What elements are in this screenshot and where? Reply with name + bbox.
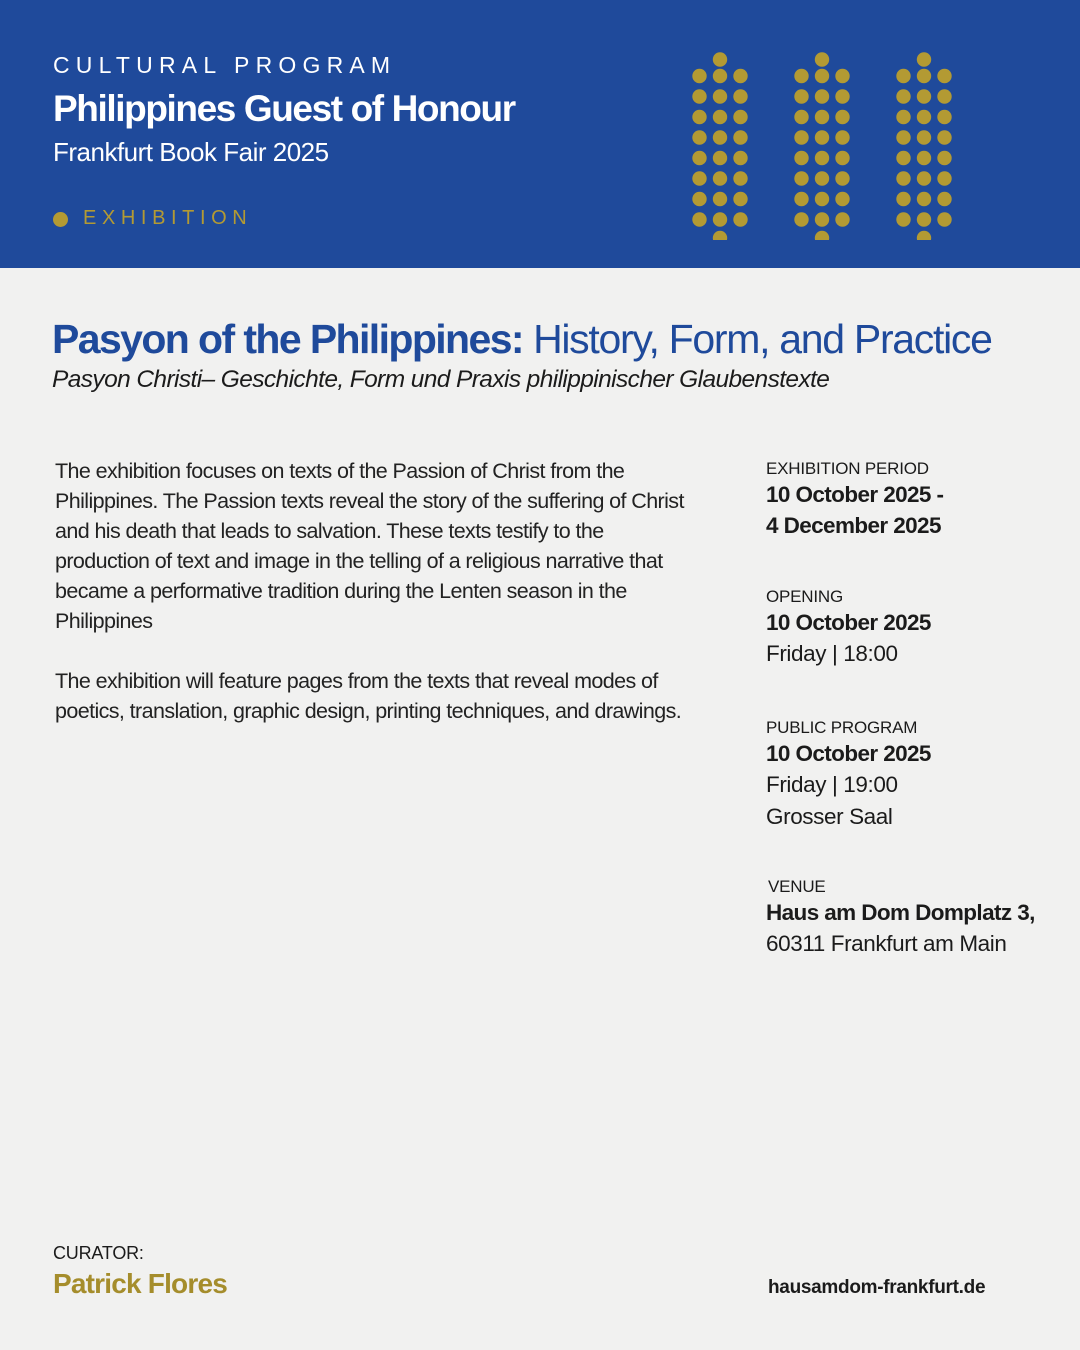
opening-label: OPENING bbox=[766, 587, 844, 606]
motif-dot bbox=[835, 89, 849, 103]
motif-dot bbox=[937, 151, 951, 165]
motif-dot bbox=[896, 69, 910, 83]
website-link[interactable]: hausamdom-frankfurt.de bbox=[768, 1277, 986, 1298]
motif-dot bbox=[937, 212, 951, 226]
category-dot-icon bbox=[53, 212, 68, 227]
guest-of-honour-heading: Philippines Guest of Honour bbox=[53, 88, 515, 129]
motif-dot bbox=[733, 69, 747, 83]
motif-dot bbox=[815, 151, 829, 165]
motif-dot bbox=[794, 192, 808, 206]
venue-name: Haus am Dom Domplatz 3, bbox=[766, 900, 1035, 925]
motif-dot bbox=[692, 69, 706, 83]
motif-dot bbox=[692, 130, 706, 144]
motif-dot bbox=[937, 171, 951, 185]
exhibition-description bbox=[55, 456, 695, 756]
motif-dot bbox=[835, 110, 849, 124]
motif-dot bbox=[937, 192, 951, 206]
public-program-room: Grosser Saal bbox=[766, 804, 893, 829]
motif-dot bbox=[733, 192, 747, 206]
motif-dot bbox=[713, 151, 727, 165]
period-end: 4 December 2025 bbox=[766, 513, 941, 538]
motif-dot bbox=[937, 110, 951, 124]
motif-dot bbox=[917, 151, 931, 165]
curator-label: CURATOR: bbox=[53, 1243, 144, 1263]
opening-time: Friday | 18:00 bbox=[766, 641, 898, 666]
motif-dot bbox=[835, 69, 849, 83]
motif-dot bbox=[733, 171, 747, 185]
motif-dot bbox=[794, 171, 808, 185]
motif-dot bbox=[815, 69, 829, 83]
motif-dot bbox=[713, 192, 727, 206]
motif-dot bbox=[692, 110, 706, 124]
gold-dot-pattern-icon bbox=[680, 40, 970, 240]
motif-dot bbox=[917, 212, 931, 226]
motif-dot bbox=[733, 89, 747, 103]
period-label: EXHIBITION PERIOD bbox=[766, 459, 929, 478]
motif-dot bbox=[794, 110, 808, 124]
motif-dot bbox=[917, 89, 931, 103]
opening-block bbox=[766, 587, 931, 670]
motif-dot bbox=[917, 192, 931, 206]
motif-dot bbox=[937, 89, 951, 103]
motif-dot bbox=[917, 130, 931, 144]
description-paragraph-2: The exhibition will feature pages from the texts that reveal modes of poetics, translation, graphic design, printing techniques, and drawings. bbox=[55, 669, 682, 723]
exhibition-title-bold: Pasyon of the Philippines: bbox=[52, 316, 523, 362]
motif-dot bbox=[815, 89, 829, 103]
motif-dot bbox=[815, 231, 829, 240]
motif-dot bbox=[937, 130, 951, 144]
venue-block bbox=[766, 877, 1035, 959]
motif-dot bbox=[692, 192, 706, 206]
motif-dot bbox=[815, 212, 829, 226]
curator-name: Patrick Flores bbox=[53, 1268, 227, 1299]
motif-dot bbox=[835, 151, 849, 165]
motif-dot bbox=[692, 151, 706, 165]
category-label: EXHIBITION bbox=[83, 207, 253, 229]
motif-dot bbox=[733, 130, 747, 144]
motif-dot bbox=[937, 69, 951, 83]
motif-dot bbox=[896, 212, 910, 226]
exhibition-title-regular: History, Form, and Practice bbox=[533, 316, 992, 362]
program-kicker: CULTURAL PROGRAM bbox=[53, 52, 397, 78]
motif-dot bbox=[896, 192, 910, 206]
motif-dot bbox=[815, 171, 829, 185]
motif-dot bbox=[692, 212, 706, 226]
motif-dot bbox=[794, 130, 808, 144]
motif-dot bbox=[896, 110, 910, 124]
opening-date: 10 October 2025 bbox=[766, 610, 931, 635]
motif-dot bbox=[713, 231, 727, 240]
public-program-date: 10 October 2025 bbox=[766, 741, 931, 766]
motif-dot bbox=[917, 231, 931, 240]
motif-dot bbox=[733, 110, 747, 124]
period-start: 10 October 2025 - bbox=[766, 482, 944, 507]
public-program-time: Friday | 19:00 bbox=[766, 772, 898, 797]
motif-dot bbox=[896, 130, 910, 144]
motif-dot bbox=[794, 89, 808, 103]
motif-dot bbox=[794, 212, 808, 226]
motif-dot bbox=[713, 110, 727, 124]
description-paragraph-1: The exhibition focuses on texts of the Passion of Christ from the Philippines. The Passion texts reveal the story of the suffering of Christ and his death that leads to salvation. These texts testify to the production of text and image in the telling of a religious narrative that became a performative tradition during the Lenten season in the Philippines bbox=[55, 459, 684, 633]
motif-dot bbox=[835, 192, 849, 206]
exhibition-title bbox=[52, 316, 992, 363]
motif-dot bbox=[896, 151, 910, 165]
motif-dot bbox=[835, 171, 849, 185]
public-program-label: PUBLIC PROGRAM bbox=[766, 718, 918, 737]
book-fair-name: Frankfurt Book Fair 2025 bbox=[53, 137, 329, 167]
motif-dot bbox=[896, 171, 910, 185]
motif-dot bbox=[815, 130, 829, 144]
header-banner bbox=[0, 0, 1080, 268]
motif-dot bbox=[794, 151, 808, 165]
motif-dot bbox=[733, 151, 747, 165]
motif-dot bbox=[815, 192, 829, 206]
motif-dot bbox=[713, 130, 727, 144]
motif-dot bbox=[835, 212, 849, 226]
motif-dot bbox=[692, 89, 706, 103]
motif-dot bbox=[713, 52, 727, 66]
public-program-block bbox=[766, 718, 931, 833]
venue-address: 60311 Frankfurt am Main bbox=[766, 931, 1007, 956]
venue-label: VENUE bbox=[768, 877, 826, 896]
motif-dot bbox=[733, 212, 747, 226]
motif-dot bbox=[692, 171, 706, 185]
motif-dot bbox=[815, 52, 829, 66]
exhibition-subtitle: Pasyon Christi– Geschichte, Form und Praxis philippinischer Glaubenstexte bbox=[52, 366, 830, 393]
exhibition-period-block bbox=[766, 459, 943, 541]
motif-dot bbox=[917, 69, 931, 83]
motif-dot bbox=[815, 110, 829, 124]
motif-dot bbox=[835, 130, 849, 144]
motif-dot bbox=[713, 171, 727, 185]
motif-dot bbox=[896, 89, 910, 103]
motif-dot bbox=[713, 69, 727, 83]
motif-dot bbox=[917, 52, 931, 66]
motif-dot bbox=[713, 89, 727, 103]
motif-dot bbox=[917, 110, 931, 124]
motif-dot bbox=[794, 69, 808, 83]
motif-dot bbox=[713, 212, 727, 226]
motif-dot bbox=[917, 171, 931, 185]
